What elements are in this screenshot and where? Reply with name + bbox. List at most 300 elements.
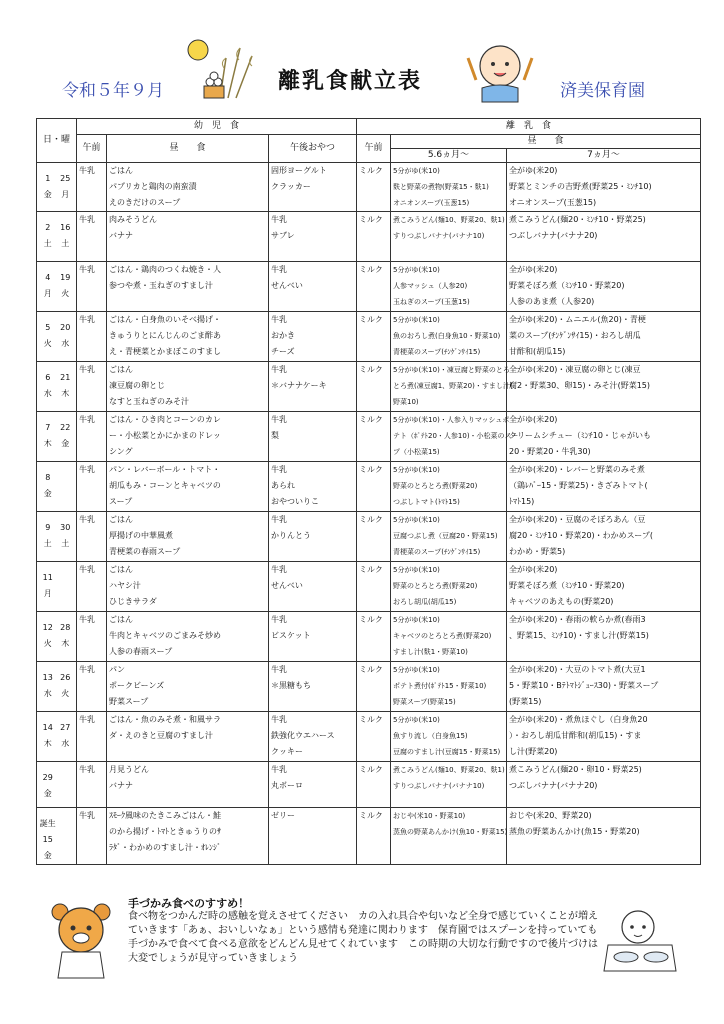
table-row: [37, 712, 701, 762]
am-drink: [77, 362, 107, 412]
snack-line: 牛乳: [271, 265, 287, 274]
date-1: 8: [45, 473, 51, 482]
weaning-56-line: 野菜のとろとろ煮(野菜20): [393, 482, 478, 490]
am-drink-text: 牛乳: [79, 565, 95, 574]
weaning-56-line: オニオンスープ(玉葱15): [393, 199, 470, 207]
date-cell: [37, 562, 77, 612]
weaning-56-line: 麩と野菜の煮物(野菜15・麩1): [393, 183, 489, 191]
weekday-2: 火: [61, 689, 70, 698]
lunch-line: パン・レバーボール・トマト・: [109, 465, 221, 474]
am2-drink: [357, 412, 391, 462]
weaning-56-line: 青梗菜のスープ(ﾁﾝｹﾞﾝｻｲ15): [393, 348, 481, 356]
lunch-line: スープ: [109, 497, 133, 506]
weaning-7-cell: [507, 412, 701, 462]
lunch-line: ごはん: [109, 166, 133, 175]
weekday-2: 火: [61, 289, 70, 298]
am2-drink-text: ミルク: [359, 365, 383, 374]
lunch-line: ポークビーンズ: [109, 681, 165, 690]
snack-line: クラッカー: [271, 182, 311, 191]
lunch-line: パン: [109, 665, 125, 674]
table-row: [37, 662, 701, 712]
page-title: 離乳食献立表: [278, 69, 423, 94]
weekday-3: 金: [43, 851, 52, 860]
date-2: 22: [60, 423, 71, 432]
weaning-7-line: つぶしバナナ(バナナ20): [509, 231, 598, 240]
table-row: [37, 762, 701, 808]
weaning-7-cell: [507, 362, 701, 412]
snack-cell: [269, 312, 357, 362]
lunch-line: 牛肉とキャベツのごまみそ炒め: [109, 631, 221, 640]
header-7m: 7ヵ月～: [507, 149, 701, 163]
am2-drink: [357, 662, 391, 712]
weaning-7-line: 煮こみうどん(麺20・ﾐﾝﾁ10・野菜25): [509, 215, 646, 224]
date-2: 21: [60, 373, 71, 382]
table-row: [37, 462, 701, 512]
lunch-line: なすと玉ねぎのみそ汁: [109, 397, 189, 406]
snack-line: ＊バナナケーキ: [271, 381, 327, 390]
weekday-1: 火: [43, 639, 52, 648]
lunch-line: ごはん・ひき肉とコーンのカレ: [109, 415, 221, 424]
lunch-cell: [107, 262, 269, 312]
header-date: 日・曜: [37, 119, 77, 163]
snack-line: 牛乳: [271, 465, 287, 474]
snack-line: ビスケット: [271, 631, 311, 640]
lunch-line: ー・小松菜とかにかまのドレッ: [109, 431, 221, 440]
am-drink: [77, 412, 107, 462]
weaning-7-cell: [507, 512, 701, 562]
snack-line: サブレ: [271, 231, 295, 240]
weaning-56-line: 5分がゆ(米10): [393, 516, 440, 524]
weaning-56-cell: [391, 762, 507, 808]
am2-drink-text: ミルク: [359, 811, 383, 820]
am-drink-text: 牛乳: [79, 715, 95, 724]
school-name: 済美保育園: [560, 81, 645, 101]
footer-text: 食べ物をつかんだ時の感触を覚えさせてください カの入れ具合や匂いなど全身で感じていくことが増えていきます「あぁ、おいしいなぁ」という感情も発達に関わります 保育園ではスプーンを持っていても手づかみで食べて食べる意欲をどんどん見せてくれています この時期の大切な行動ですので後片づけは大変でしょうが見守っていきましょう: [128, 911, 598, 964]
weaning-7-line: 全がゆ(米20)・ムニエル(魚20)・青梗: [509, 315, 646, 324]
lunch-line: 肉みそうどん: [109, 215, 157, 224]
snack-line: 牛乳: [271, 615, 287, 624]
weekday-1: 金: [43, 789, 52, 798]
header-infant: 幼 児 食: [77, 119, 357, 135]
am2-drink-text: ミルク: [359, 615, 383, 624]
weaning-56-cell: [391, 412, 519, 462]
snack-line: せんべい: [271, 281, 303, 290]
snack-line: 固形ヨーグルト: [271, 166, 327, 175]
date-2: 30: [60, 523, 71, 532]
lunch-cell: [107, 562, 269, 612]
am-drink: [77, 562, 107, 612]
weaning-7-line: オニオンスープ(玉葱15): [509, 198, 597, 207]
date-2: 27: [60, 723, 71, 732]
weekday-1: 土: [43, 539, 52, 548]
weekday-1: 火: [43, 339, 52, 348]
lunch-cell: [107, 762, 269, 808]
lunch-line: 青梗菜の春雨スープ: [109, 547, 181, 556]
am2-drink: [357, 262, 391, 312]
weaning-56-line: 5分がゆ(米10)・凍豆腐と野菜のとろ: [393, 366, 510, 374]
weaning-7-line: ）・おろし胡瓜甘酢和(胡瓜15)・すま: [509, 731, 642, 740]
weaning-7-line: (野菜15): [509, 697, 542, 706]
date-1: 9: [45, 523, 51, 532]
date-cell: [37, 612, 77, 662]
lunch-line: ごはん: [109, 365, 133, 374]
weaning-56-line: 5分がゆ(米10): [393, 266, 440, 274]
date-1: 2: [45, 223, 51, 232]
lunch-line: のから揚げ・ﾄﾏﾄときゅうりのｻ: [109, 827, 221, 836]
date-cell: [37, 312, 77, 362]
snack-cell: [269, 362, 357, 412]
weaning-56-line: おろし胡瓜(胡瓜15): [393, 598, 457, 606]
snack-cell: [269, 762, 357, 808]
date-1: 4: [45, 273, 51, 282]
lunch-line: 胡瓜もみ・コーンとキャベツの: [109, 481, 221, 490]
snack-line: かりんとう: [271, 531, 311, 540]
am2-drink: [357, 808, 391, 865]
snack-line: クッキー: [271, 747, 303, 756]
weaning-7-line: 全がゆ(米20)・豆腐のそぼろあん（豆: [509, 515, 646, 524]
weaning-56-line: おじや(米10・野菜10): [393, 812, 466, 820]
lunch-line: え・青梗菜とかまぼこのすまし: [109, 347, 221, 356]
table-row: [37, 312, 701, 362]
snack-cell: [269, 562, 357, 612]
weaning-7-line: 、野菜15、ﾐﾝﾁ10)・すまし汁(野菜15): [509, 631, 649, 640]
lunch-line: シング: [109, 447, 133, 456]
weaning-56-line: 5分がゆ(米10): [393, 666, 440, 674]
weaning-7-line: 全がゆ(米20): [509, 565, 558, 574]
snack-line: ＊黒糖もち: [271, 681, 311, 690]
weaning-56-cell: [391, 808, 507, 865]
table-row: [37, 212, 701, 262]
table-row: [37, 562, 701, 612]
am2-drink: [357, 762, 391, 808]
snack-line: チーズ: [271, 347, 295, 356]
am2-drink: [357, 312, 391, 362]
date-1: 14: [42, 723, 53, 732]
header-weaning: 離 乳 食: [357, 119, 701, 135]
weaning-7-cell: [507, 662, 701, 712]
weaning-56-line: テト（ﾎﾟﾃﾄ20・人参10)・小松菜のスー: [393, 432, 519, 440]
weaning-56-line: とろ煮(凍豆腐1、野菜20)・すまし汁(: [393, 382, 513, 390]
weaning-7-line: おじや(米20、野菜20): [509, 811, 592, 820]
snack-line: ゼリー: [271, 811, 295, 820]
am2-drink-text: ミルク: [359, 715, 383, 724]
am2-drink-text: ミルク: [359, 515, 383, 524]
weaning-7-line: 人参のあま煮（人参20): [509, 297, 595, 306]
lunch-line: ごはん: [109, 615, 133, 624]
date-1: 11: [42, 573, 53, 582]
lunch-cell: [107, 512, 269, 562]
am2-drink: [357, 612, 391, 662]
snack-line: 牛乳: [271, 665, 287, 674]
date-cell: [37, 762, 77, 808]
weaning-7-cell: [507, 562, 701, 612]
weaning-7-cell: [507, 808, 701, 865]
date-1: 5: [45, 323, 51, 332]
table-row: [37, 412, 701, 462]
snack-line: 牛乳: [271, 365, 287, 374]
header-snack: 午後おやつ: [269, 135, 357, 163]
am-drink-text: 牛乳: [79, 315, 95, 324]
weaning-56-cell: [391, 612, 507, 662]
weekday-1: 木: [43, 739, 52, 748]
snack-line: 牛乳: [271, 565, 287, 574]
footer-title: 手づかみ食べのすすめ！: [128, 897, 250, 910]
snack-line: 牛乳: [271, 415, 287, 424]
snack-line: せんべい: [271, 581, 303, 590]
weaning-7-line: 腐20・ﾐﾝﾁ10・野菜20)・わかめスープ(: [509, 531, 653, 540]
snack-line: 牛乳: [271, 715, 287, 724]
lunch-line: 厚揚げの中華風煮: [109, 531, 173, 540]
weaning-7-line: 5・野菜10・Bﾃﾄﾏﾄｼﾞｭｰｽ30)・野菜スープ: [509, 681, 659, 690]
am-drink-text: 牛乳: [79, 166, 95, 175]
lunch-cell: [107, 212, 269, 262]
am-drink-text: 牛乳: [79, 215, 95, 224]
snack-line: おやついりこ: [271, 497, 319, 506]
lunch-line: 人参の春雨スープ: [109, 647, 173, 656]
am2-drink-text: ミルク: [359, 465, 383, 474]
snack-line: 梨: [271, 431, 279, 440]
weaning-7-line: 野菜そぼろ煮（ﾐﾝﾁ10・野菜20): [509, 581, 625, 590]
lunch-line: ハヤシ汁: [109, 581, 141, 590]
am-drink: [77, 212, 107, 262]
lunch-line: ｽﾓｰｸ風味のたきこみごはん・鮭: [109, 811, 221, 820]
snack-line: 鉄強化ウエハース: [271, 731, 335, 740]
weaning-56-line: 5分がゆ(米10): [393, 566, 440, 574]
date-cell: [37, 212, 77, 262]
date-cell: [37, 362, 77, 412]
am-drink: [77, 662, 107, 712]
am-drink: [77, 808, 107, 865]
weaning-7-line: 野菜とミンチの吉野煮(野菜25・ﾐﾝﾁ10): [509, 182, 652, 191]
am-drink: [77, 262, 107, 312]
table-row: [37, 612, 701, 662]
snack-line: 牛乳: [271, 215, 287, 224]
weaning-7-cell: [507, 212, 701, 262]
table-row: [37, 362, 701, 412]
date-1: 7: [45, 423, 51, 432]
weaning-56-line: ポテト煮付(ﾎﾟﾃﾄ15・野菜10): [393, 682, 487, 690]
header-am2: 午前: [357, 135, 391, 163]
weaning-7-line: 煮こみうどん(麺20・卵10・野菜25): [509, 765, 642, 774]
date-1: 29: [42, 773, 53, 782]
lunch-line: ごはん・鶏肉のつくね焼き・人: [109, 265, 221, 274]
header-am: 午前: [77, 135, 107, 163]
snack-cell: [269, 612, 357, 662]
am-drink-text: 牛乳: [79, 615, 95, 624]
date-2: 26: [60, 673, 71, 682]
weaning-7-cell: [507, 762, 701, 808]
weaning-7-line: （鶏ﾚﾊﾞｰ15・野菜25)・きざみトマト(: [509, 481, 648, 490]
lunch-line: ごはん・白身魚のいそべ揚げ・: [109, 315, 221, 324]
weaning-56-line: 煮こみうどん(麺10、野菜20、麩1): [393, 216, 505, 224]
date-1: 誕生: [39, 819, 56, 828]
weaning-56-line: プ（小松菜15): [393, 448, 440, 456]
am2-drink-text: ミルク: [359, 765, 383, 774]
am-drink: [77, 163, 107, 212]
lunch-cell: [107, 712, 269, 762]
snack-cell: [269, 412, 357, 462]
weekday-1: 水: [43, 389, 52, 398]
weaning-7-cell: [507, 462, 701, 512]
weaning-7-cell: [507, 163, 701, 212]
weaning-7-line: 全がゆ(米20)・凍豆腐の卵とじ(凍豆: [509, 365, 641, 374]
bear-illustration: [44, 900, 118, 980]
weaning-56-line: 青梗菜のスープ(ﾁﾝｹﾞﾝｻｲ15): [393, 548, 481, 556]
date-2: 25: [60, 174, 71, 183]
snack-line: 丸ボーロ: [271, 781, 303, 790]
date-2: 19: [60, 273, 71, 282]
weaning-56-line: すりつぶしバナナ(バナナ10): [393, 232, 485, 240]
weaning-56-cell: [391, 462, 507, 512]
lunch-cell: [107, 662, 269, 712]
weekday-1: 土: [43, 239, 52, 248]
child-eating-illustration: [598, 905, 682, 975]
am2-drink-text: ミルク: [359, 215, 383, 224]
weekday-2: 木: [61, 389, 70, 398]
weaning-56-cell: [391, 362, 513, 412]
weaning-56-cell: [391, 262, 507, 312]
weekday-1: 月: [43, 589, 52, 598]
am2-drink: [357, 462, 391, 512]
date-1: 13: [42, 673, 53, 682]
weaning-56-line: すまし汁(麩1・野菜10): [393, 648, 468, 656]
weekday-2: 金: [61, 439, 70, 448]
weaning-56-line: 5分がゆ(米10): [393, 466, 440, 474]
am2-drink-text: ミルク: [359, 665, 383, 674]
weaning-56-line: 野菜のとろとろ煮(野菜20): [393, 582, 478, 590]
weaning-7-cell: [507, 612, 701, 662]
lunch-line: 参つや煮・玉ねぎのすまし汁: [109, 281, 213, 290]
am2-drink: [357, 712, 391, 762]
lunch-cell: [107, 462, 269, 512]
lunch-line: ごはん: [109, 565, 133, 574]
am-drink: [77, 512, 107, 562]
am2-drink-text: ミルク: [359, 315, 383, 324]
lunch-line: パプリカと鶏肉の南蛮漬: [109, 182, 197, 191]
lunch-line: ごはん: [109, 515, 133, 524]
tsukimi-illustration: [180, 38, 260, 102]
date-2: 28: [60, 623, 71, 632]
weaning-7-line: 腐2・野菜30、卵15)・みそ汁(野菜15): [509, 381, 650, 390]
weekday-1: 月: [43, 289, 52, 298]
lunch-cell: [107, 163, 269, 212]
menu-table: [36, 118, 701, 865]
am-drink-text: 牛乳: [79, 365, 95, 374]
weekday-1: 金: [43, 489, 52, 498]
menu-body: [37, 163, 701, 865]
weekday-2: 水: [61, 739, 70, 748]
snack-cell: [269, 462, 357, 512]
am-drink-text: 牛乳: [79, 665, 95, 674]
weaning-56-line: 野菜10): [393, 398, 419, 406]
am2-drink: [357, 362, 391, 412]
am-drink: [77, 312, 107, 362]
snack-cell: [269, 212, 357, 262]
am2-drink-text: ミルク: [359, 265, 383, 274]
date-cell: [37, 512, 77, 562]
am2-drink: [357, 512, 391, 562]
am2-drink: [357, 562, 391, 612]
lunch-line: ひじきサラダ: [109, 597, 157, 606]
baby-illustration: [460, 40, 542, 104]
snack-cell: [269, 512, 357, 562]
date-cell: [37, 808, 77, 865]
lunch-line: 野菜スープ: [109, 697, 149, 706]
weaning-7-line: クリームシチュー（ﾐﾝﾁ10・じゃがいも: [509, 431, 651, 440]
date-2: 20: [60, 323, 71, 332]
weaning-7-line: 菜のスープ(ﾁﾝｹﾞﾝｻｲ15)・おろし胡瓜: [509, 331, 641, 340]
weaning-56-cell: [391, 312, 507, 362]
weaning-7-cell: [507, 262, 701, 312]
weaning-56-line: キャベツのとろとろ煮(野菜20): [393, 632, 492, 640]
am-drink-text: 牛乳: [79, 415, 95, 424]
table-row: [37, 512, 701, 562]
weaning-7-line: わかめ・野菜5): [509, 547, 566, 556]
am-drink-text: 牛乳: [79, 515, 95, 524]
weaning-56-cell: [391, 163, 507, 212]
weaning-56-line: 5分がゆ(米10): [393, 616, 440, 624]
weaning-56-line: すりつぶしバナナ(バナナ10): [393, 782, 485, 790]
date-cell: [37, 412, 77, 462]
weaning-56-line: 玉ねぎのスープ(玉葱15): [393, 298, 470, 306]
am2-drink-text: ミルク: [359, 166, 383, 175]
weekday-2: 土: [61, 239, 70, 248]
weaning-56-line: 野菜スープ(野菜15): [393, 698, 456, 706]
weaning-56-cell: [391, 212, 507, 262]
am-drink-text: 牛乳: [79, 465, 95, 474]
table-row: [37, 163, 701, 212]
weaning-7-line: ﾄﾏﾄ15): [509, 497, 535, 506]
weaning-56-line: 煮こみうどん(麺10、野菜20、麩1): [393, 766, 505, 774]
date-cell: [37, 462, 77, 512]
weaning-56-cell: [391, 712, 507, 762]
weekday-1: 金: [43, 190, 52, 199]
lunch-line: ごはん・魚のみそ煮・和風サラ: [109, 715, 221, 724]
weaning-7-line: 全がゆ(米20): [509, 166, 558, 175]
am-drink-text: 牛乳: [79, 811, 95, 820]
weaning-7-line: 全がゆ(米20)・春雨の軟らか煮(春雨3: [509, 615, 646, 624]
lunch-line: 月見うどん: [109, 765, 149, 774]
snack-line: あられ: [271, 481, 295, 490]
weaning-7-line: 20・野菜20・牛乳30): [509, 447, 591, 456]
lunch-line: バナナ: [109, 781, 133, 790]
weekday-2: 月: [61, 190, 70, 199]
table-row: [37, 262, 701, 312]
lunch-line: ﾗﾀﾞ・わかめのすまし汁・ｵﾚﾝｼﾞ: [109, 843, 221, 852]
weaning-56-line: つぶしトマト(ﾄﾏﾄ15): [393, 498, 460, 506]
weaning-7-line: し汁(野菜20): [509, 747, 558, 756]
weaning-7-line: 蒸魚の野菜あんかけ(魚15・野菜20): [509, 827, 640, 836]
lunch-line: ダ・えのきと豆腐のすまし汁: [109, 731, 213, 740]
date-1: 1: [45, 174, 51, 183]
weaning-7-cell: [507, 712, 701, 762]
weaning-7-line: 野菜そぼろ煮（ﾐﾝﾁ10・野菜20): [509, 281, 625, 290]
date-cell: [37, 662, 77, 712]
am-drink: [77, 462, 107, 512]
weaning-56-cell: [391, 512, 507, 562]
am2-drink-text: ミルク: [359, 565, 383, 574]
weaning-56-line: 5分がゆ(米10): [393, 167, 440, 175]
snack-cell: [269, 712, 357, 762]
weekday-2: 水: [61, 339, 70, 348]
date-1: 12: [42, 623, 53, 632]
lunch-cell: [107, 362, 269, 412]
weaning-56-line: 5分がゆ(米10): [393, 716, 440, 724]
am-drink-text: 牛乳: [79, 265, 95, 274]
date-1: 6: [45, 373, 51, 382]
lunch-cell: [107, 612, 269, 662]
lunch-line: えのきだけのスープ: [109, 198, 181, 207]
